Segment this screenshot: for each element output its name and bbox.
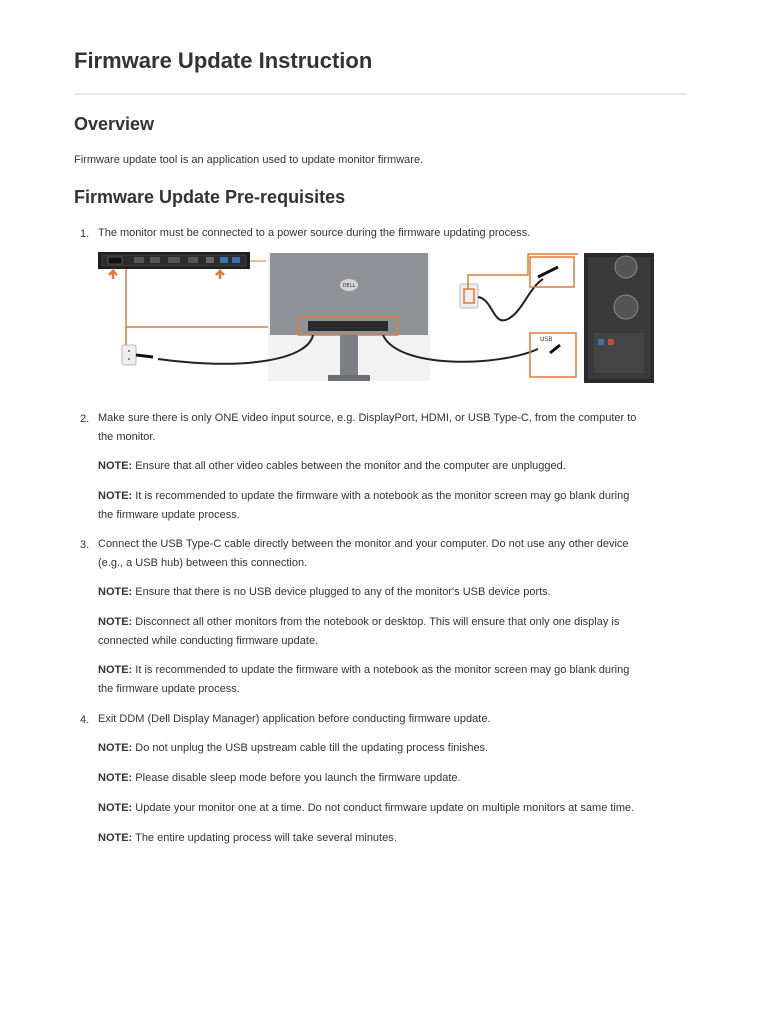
item-2-note-1: NOTE: Ensure that all other video cables between the monitor and the computer are unplugged.	[98, 460, 566, 472]
arrow-up-icon	[216, 271, 224, 279]
dell-logo: DELL	[342, 283, 356, 289]
page-title: Firmware Update Instruction	[74, 48, 373, 73]
item-4-note-4: NOTE: The entire updating process will take several minutes.	[98, 832, 397, 844]
item-4-text: Exit DDM (Dell Display Manager) application before conducting firmware update.	[98, 713, 491, 725]
item-3-note-3-line2: the firmware update process.	[98, 683, 240, 695]
power-outlet-icon	[122, 345, 136, 365]
overview-text: Firmware update tool is an application used to update monitor firmware.	[74, 154, 424, 166]
monitor-stand	[340, 335, 358, 377]
pc-power-highlight	[530, 257, 574, 287]
item-3-text-line2: (e.g., a USB hub) between this connection.	[98, 557, 308, 569]
item-1-number: 1.	[80, 228, 90, 240]
connection-diagram	[98, 249, 658, 389]
title-divider	[74, 93, 687, 95]
item-3-number: 3.	[80, 539, 90, 551]
item-2-number: 2.	[80, 413, 90, 425]
hdmi-port-icon	[134, 257, 144, 263]
power-port-icon	[108, 257, 122, 264]
item-4-number: 4.	[80, 714, 90, 726]
prereq-heading: Firmware Update Pre-requisites	[74, 187, 346, 207]
item-4-note-3: NOTE: Update your monitor one at a time. Do not conduct firmware update on multiple monitors at same time.	[98, 802, 635, 814]
usb-label: USB	[540, 336, 553, 343]
item-3-note-1: NOTE: Ensure that there is no USB device plugged to any of the monitor's USB device ports.	[98, 586, 551, 598]
item-2-text-line2: the monitor.	[98, 431, 156, 443]
usb-c-port-icon	[206, 257, 214, 263]
arrow-up-icon	[109, 271, 117, 279]
item-1-text: The monitor must be connected to a power source during the firmware updating process.	[98, 227, 531, 239]
item-4-note-1: NOTE: Do not unplug the USB upstream cable till the updating process finishes.	[98, 742, 489, 754]
item-2-note-2-line2: the firmware update process.	[98, 509, 240, 521]
usb-highlight	[530, 333, 576, 377]
item-3-note-3: NOTE: It is recommended to update the firmware with a notebook as the monitor screen may go blank during	[98, 664, 630, 676]
overview-heading: Overview	[74, 114, 155, 134]
item-2-note-2: NOTE: It is recommended to update the firmware with a notebook as the monitor screen may go blank during	[98, 490, 630, 502]
item-3-note-2-line2: connected while conducting firmware update.	[98, 635, 319, 647]
item-2-text-line1: Make sure there is only ONE video input source, e.g. DisplayPort, HDMI, or USB Type-C, from the computer to	[98, 412, 637, 424]
item-3-text-line1: Connect the USB Type-C cable directly between the monitor and your computer. Do not use any other device	[98, 538, 629, 550]
power-outlet-icon	[460, 284, 478, 308]
usb-port-icon	[220, 257, 228, 263]
item-4-note-2: NOTE: Please disable sleep mode before you launch the firmware update.	[98, 772, 461, 784]
item-3-note-2: NOTE: Disconnect all other monitors from the notebook or desktop. This will ensure that only one display is	[98, 616, 620, 628]
